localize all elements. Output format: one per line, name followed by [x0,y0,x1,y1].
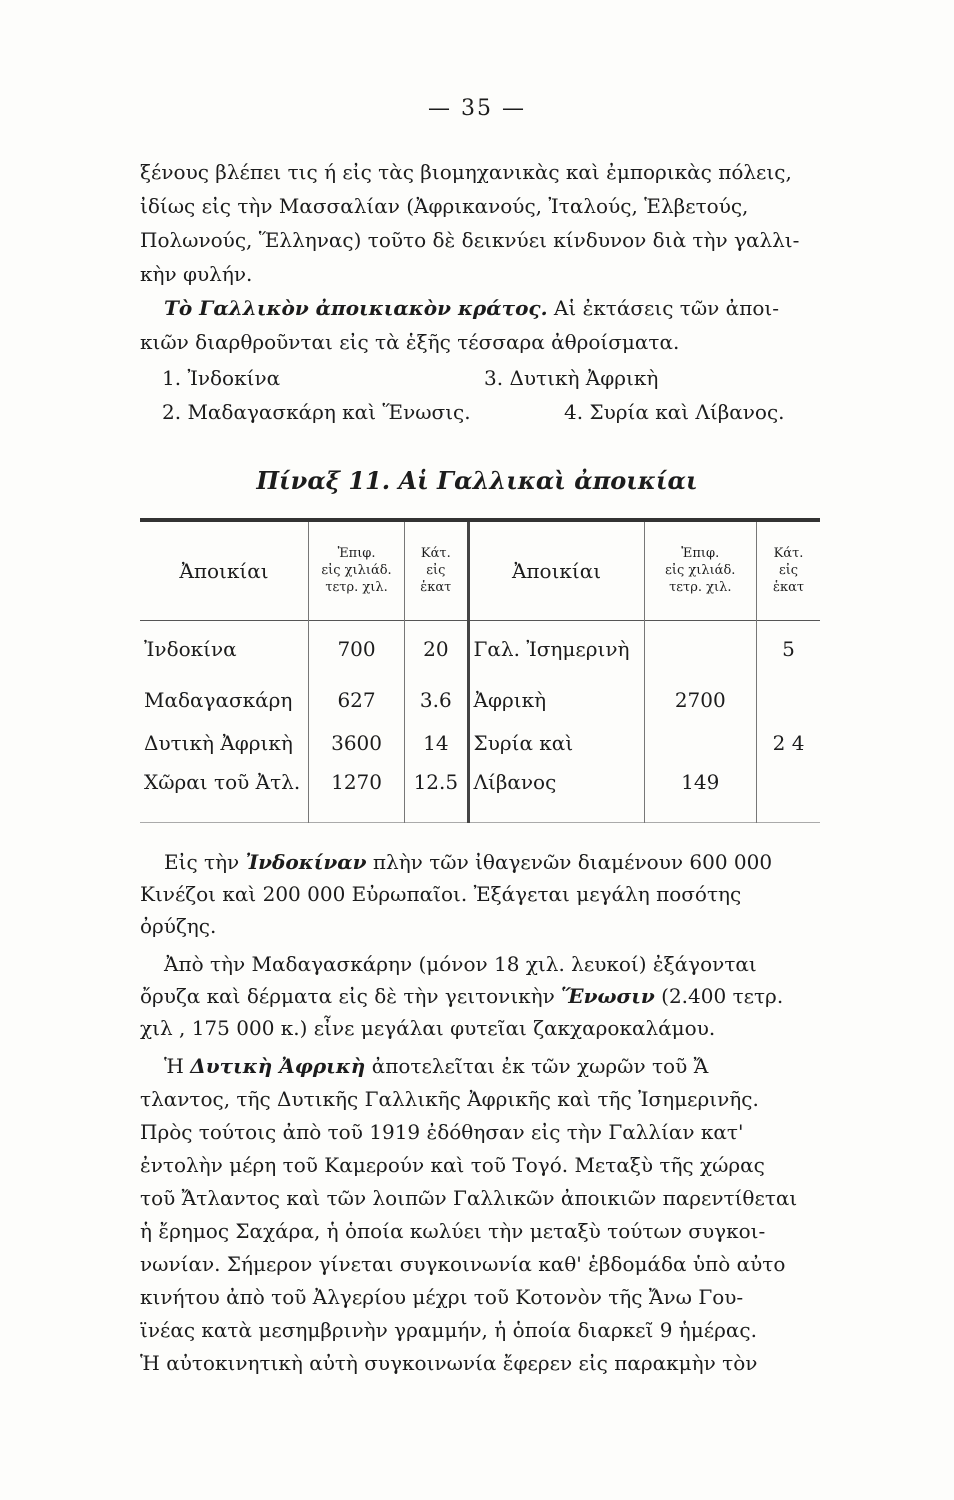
text-line: ἰδίως εἰς τὴν Μασσαλίαν (Ἀφρικανούς, Ἰταλούς, Ἑλβετούς, [140,194,749,218]
header-text: εἰς χιλιάδ. [665,563,736,579]
cell-inhabitants: 2 4 [772,730,805,755]
cell-inhabitants [757,678,820,721]
text-line: Ἡ αὐτοκινητικὴ αὐτὴ συγκοινωνία ἔφερεν εἰς παρακμὴν τὸν [140,1351,758,1375]
text-line: τοῦ Ἄτλαντος καὶ τῶν λοιπῶν Γαλλικῶν ἀποικιῶν παρεντίθεται [140,1186,798,1210]
cell-name: Ἰνδοκίνα [140,620,308,678]
text-line: κινήτου ἀπὸ τοῦ Ἀλγερίου μέχρι τοῦ Κοτονὸν τῆς Ἄνω Γου- [140,1285,744,1309]
header-area [308,520,404,620]
cell-area: 1270 [308,764,404,822]
cell-area: 149 [644,764,757,822]
header-text: τετρ. χιλ. [325,580,388,596]
cell-area [644,721,757,764]
cell-area: 627 [308,678,404,721]
text-line: νωνίαν. Σήμερον γίνεται συγκοινωνία καθ' ἑβδομάδα ὑπὸ αὐτο [140,1252,786,1276]
text-span: Ἡ [164,1054,191,1078]
group-item-2: 2. Μαδαγασκάρη καὶ Ἕνωσις. [162,400,471,424]
section-title: Τὸ Γαλλικὸν ἀποικιακὸν κράτος. [164,296,548,320]
table-header-row [140,520,820,620]
cell-area: 700 [308,620,404,678]
cell-name: Δυτικὴ Ἀφρικὴ [140,721,308,764]
group-item-4: 4. Συρία καὶ Λίβανος. [564,400,785,424]
text-span: Εἰς τὴν [164,850,246,874]
cell-inhabitants: 12.5 [405,764,468,822]
cell-name: Χῶραι τοῦ Ἀτλ. [140,764,308,822]
header-text: Ἐπιφ. [681,546,720,562]
text-line: χιλ , 175 000 κ.) εἶνε μεγάλαι φυτεῖαι ζακχαροκαλάμου. [140,1016,716,1040]
header-text: ἑκατ [420,580,452,596]
text-line: Πρὸς τούτοις ἀπὸ τοῦ 1919 ἐδόθησαν εἰς τὴν Γαλλίαν κατ' [140,1120,744,1144]
header-text: τετρ. χιλ. [669,580,732,596]
cell-name: Μαδαγασκάρη [140,678,308,721]
cell-name: Ἀφρικὴ [468,678,644,721]
table-row [140,764,820,822]
header-text: ἑκατ [772,580,805,596]
emphasis-term: Ἕνωσιν [561,984,655,1008]
group-item-1: 1. Ἰνδοκίνα [162,366,281,390]
text-line: κὴν φυλήν. [140,262,253,286]
group-item-3: 3. Δυτικὴ Ἀφρικὴ [484,366,659,390]
header-text: εἰς [426,563,446,579]
text-line: Κινέζοι καὶ 200 000 Εὐρωπαῖοι. Ἐξάγεται μεγάλη ποσότης [140,882,742,906]
cell-area [644,620,757,678]
text-span: (2.400 τετρ. [654,984,784,1008]
cell-name: Λίβανος [468,764,644,822]
table-row [140,620,820,678]
text-span: πλὴν τῶν ἰθαγενῶν διαμένουν 600 000 [366,850,773,874]
header-area [644,520,757,620]
cell-inhabitants [757,764,820,822]
emphasis-term: Δυτικὴ Ἀφρικὴ [190,1054,366,1078]
cell-area: 2700 [644,678,757,721]
cell-inhabitants: 3.6 [405,678,468,721]
text-line [164,850,772,874]
table-caption: Πίναξ 11. Αἱ Γαλλικαὶ ἀποικίαι [256,466,698,495]
table-row [140,721,820,764]
section-text: Αἱ ἐκτάσεις τῶν ἀποι- [547,296,779,320]
cell-area: 3600 [308,721,404,764]
emphasis-term: Ἰνδοκίναν [245,850,367,874]
header-text: Ἐπιφ. [337,546,376,562]
colonies-table [140,518,820,823]
text-line: ἐντολὴν μέρη τοῦ Καμερούν καὶ τοῦ Τογό. Μεταξὺ τῆς χώρας [140,1153,765,1177]
cell-inhabitants: 14 [405,721,468,764]
header-text: Κάτ. [420,546,451,562]
text-line: ϊνέας κατὰ μεσημβρινὴν γραμμήν, ἡ ὁποία διαρκεῖ 9 ἡμέρας. [140,1318,757,1342]
text-line: ξένους βλέπει τις ή εἰς τὰς βιομηχανικὰς καὶ ἐμπορικὰς πόλεις, [140,160,792,184]
text-line: ὀρύζης. [140,914,217,938]
table-row [140,678,820,721]
cell-name: Συρία καὶ [468,721,644,764]
text-line [140,984,783,1008]
header-colonies: Ἀποικίαι [468,520,644,620]
text-span: ἀποτελεῖται ἐκ τῶν χωρῶν τοῦ Ἄ [365,1054,709,1078]
header-text: εἰς [778,563,799,579]
header-text: εἰς χιλιάδ. [321,563,392,579]
section-heading-line [164,296,779,320]
text-line [164,1054,708,1078]
text-line: Ἀπὸ τὴν Μαδαγασκάρην (μόνον 18 χιλ. λευκοί) ἐξάγονται [164,952,757,976]
text-line: τλαντος, τῆς Δυτικῆς Γαλλικῆς Ἀφρικῆς καὶ τῆς Ἰσημερινῆς. [140,1087,759,1111]
header-inhabitants [757,520,820,620]
header-inhabitants [405,520,468,620]
cell-inhabitants: 20 [405,620,468,678]
header-colonies: Ἀποικίαι [140,520,308,620]
text-line: ἡ ἔρημος Σαχάρα, ἡ ὁποία κωλύει τὴν μεταξὺ τούτων συγκοι- [140,1219,766,1243]
cell-name: Γαλ. Ἰσημερινὴ [468,620,644,678]
page-number: — 35 — [428,96,526,121]
header-text: Κάτ. [773,546,804,562]
text-line: κιῶν διαρθροῦνται εἰς τὰ ἑξῆς τέσσαρα ἀθροίσματα. [140,330,680,354]
text-span: ὄρυζα καὶ δέρματα εἰς δὲ τὴν γειτονικὴν [140,984,562,1008]
text-line: Πολωνούς, Ἕλληνας) τοῦτο δὲ δεικνύει κίνδυνον διὰ τὴν γαλλι- [140,228,800,252]
cell-inhabitants: 5 [782,637,795,662]
